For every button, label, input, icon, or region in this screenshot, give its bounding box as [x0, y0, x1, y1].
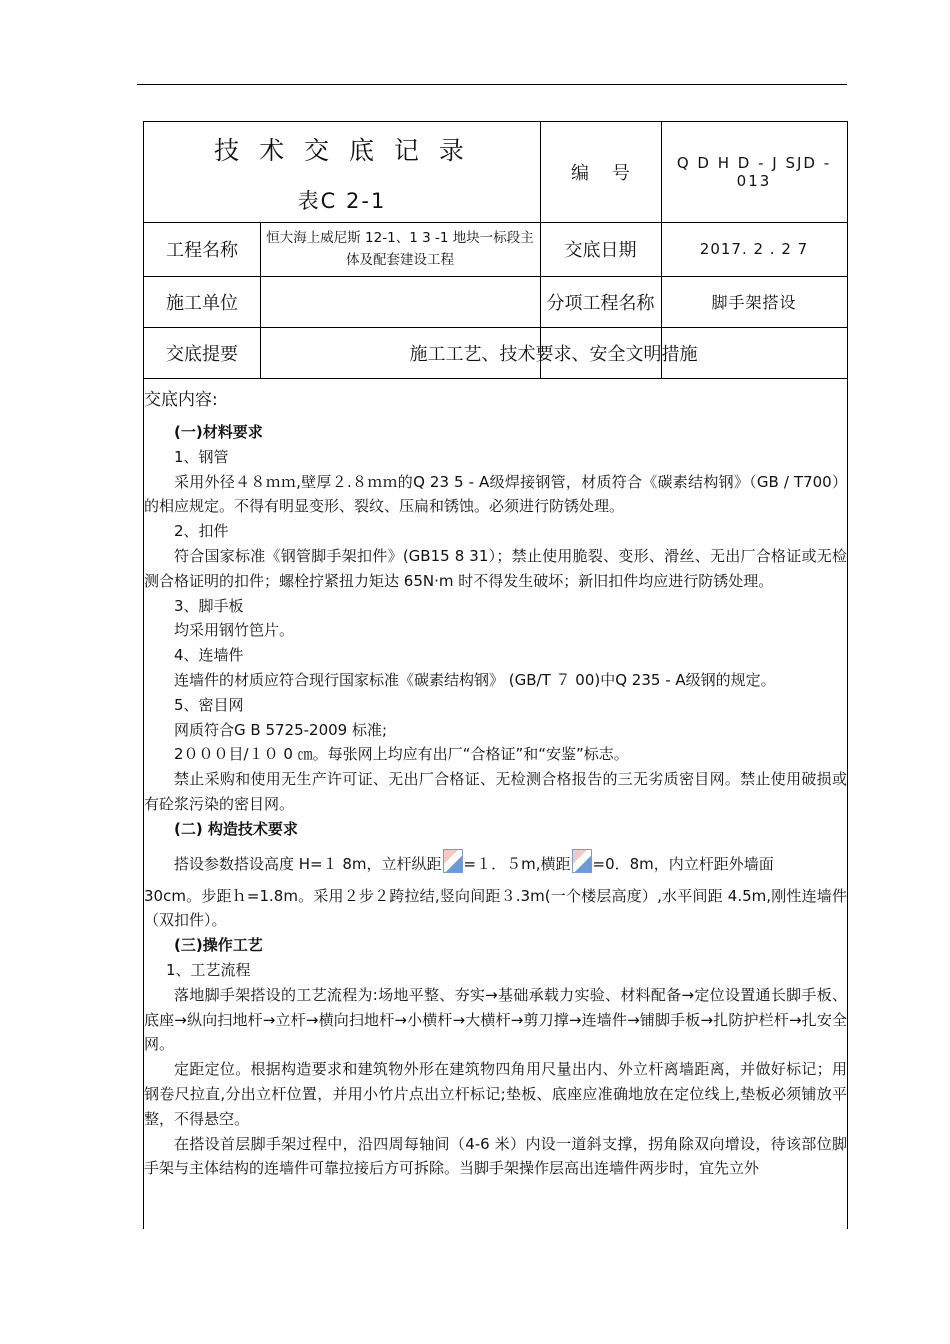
- paragraph: 定距定位。根据构造要求和建筑物外形在建筑物四角用尺量出内、外立杆离墙距离，并做好标记；用钢卷尺拉直,分出立杆位置，并用小竹片点出立杆标记;垫板、底座应准确地放在定位线上,垫板必须铺放平整，不得悬空。: [144, 1060, 847, 1128]
- number-value: Q D H D - J SJD - 013: [676, 154, 832, 190]
- summary-label: 交底提要: [166, 343, 238, 365]
- disclosure-content: [144, 380, 847, 1181]
- form-title: 技 术 交 底 记 录: [214, 136, 470, 165]
- grid-line: [144, 378, 847, 379]
- date-value: 2017. 2 . 2 7: [699, 240, 809, 258]
- subsection-heading: 1、工艺流程: [166, 960, 251, 979]
- header-rule: [137, 84, 847, 85]
- subsection-heading: 3、脚手板: [174, 596, 244, 615]
- content-intro: 交底内容:: [144, 390, 218, 410]
- subitem-value: 脚手架搭设: [711, 293, 797, 312]
- formula-image-icon: [443, 849, 463, 873]
- paragraph: 采用外径４８ｍｍ,壁厚２.８ｍｍ的Q 23 5 - A级焊接钢管，材质符合《碳素结构钢》（GB / T700）的相应规定。不得有明显变形、裂纹、压扁和锈蚀。必须进行防锈处理。: [144, 472, 847, 516]
- text-run: 搭设参数搭设高度 H=１ 8m，立杆纵距: [174, 854, 442, 873]
- paragraph: 禁止采购和使用无生产许可证、无出厂合格证、无检测合格报告的三无劣质密目网。禁止使用破损或有砼浆污染的密目网。: [144, 770, 847, 813]
- formula-image-icon: [572, 849, 592, 873]
- paragraph: 在搭设首层脚手架过程中，沿四周每轴间（4-6 米）内设一道斜支撑，拐角除双向增设，待该部位脚手架与主体结构的连墙件可靠拉接后方可拆除。当脚手架操作层高出连墙件两步时，宜先立外: [144, 1134, 847, 1178]
- section-heading: (一)材料要求: [174, 423, 263, 441]
- paragraph: [144, 846, 847, 882]
- form-title-cell: [144, 122, 540, 222]
- subsection-heading: 4、连墙件: [174, 646, 244, 665]
- text-run: =１．５m,横距: [463, 854, 571, 873]
- paragraph: 均采用钢竹笆片。: [174, 621, 295, 640]
- text-run: =0．8m，内立杆距外墙面: [592, 854, 774, 873]
- subsection-heading: 5、密目网: [174, 695, 244, 714]
- section-heading: (三)操作工艺: [174, 936, 263, 955]
- construction-unit-value: [260, 276, 540, 327]
- subsection-heading: 1、钢管: [174, 447, 229, 466]
- paragraph: 2０００目/１０ 0 ㎝。每张网上均应有出厂“合格证”和“安鉴”标志。: [174, 745, 629, 764]
- subsection-heading: 2、扣件: [174, 522, 229, 541]
- construction-unit-label: 施工单位: [166, 292, 238, 314]
- subitem-label: 分项工程名称: [546, 292, 655, 314]
- date-label: 交底日期: [564, 240, 637, 261]
- paragraph: 符合国家标准《钢管脚手架扣件》(GB15 8 31）；禁止使用脆裂、变形、滑丝、无出厂合格证或无检测合格证明的扣件；螺栓拧紧扭力矩达 65N·m 时不得发生破坏；新旧扣件均应进行防锈处理。: [144, 546, 847, 590]
- paragraph: 连墙件的材质应符合现行国家标准《碳素结构钢》 (GB/T ７ 00)中Q 235 - A级钢的规定。: [174, 670, 776, 689]
- paragraph: 30cm。步距ｈ=1.8m。采用２步２跨拉结,竖向间距３.3m(一个楼层高度）,水平间距 4.5m,刚性连墙件（双扣件）。: [144, 886, 847, 930]
- form-number: 表C 2-1: [297, 189, 387, 213]
- project-name-value: 恒大海上威尼斯 12-1、1 3 -1 地块一标段主体及配套建设工程: [266, 230, 534, 268]
- summary-value: 施工工艺、技术要求、安全文明措施: [409, 343, 698, 365]
- section-heading: (二) 构造技术要求: [174, 819, 298, 838]
- paragraph: 落地脚手架搭设的工艺流程为:场地平整、夯实→基础承载力实验、材料配备→定位设置通长脚手板、底座→纵向扫地杆→立杆→横向扫地杆→小横杆→大横杆→剪刀撑→连墙件→铺脚手板→扎防护栏杆→扎安全网。: [144, 985, 847, 1054]
- paragraph: 网质符合G B 5725-2009 标准;: [174, 720, 388, 739]
- number-label: 编 号: [571, 163, 630, 184]
- disclosure-form: [143, 121, 848, 1229]
- project-name-label: 工程名称: [166, 240, 238, 261]
